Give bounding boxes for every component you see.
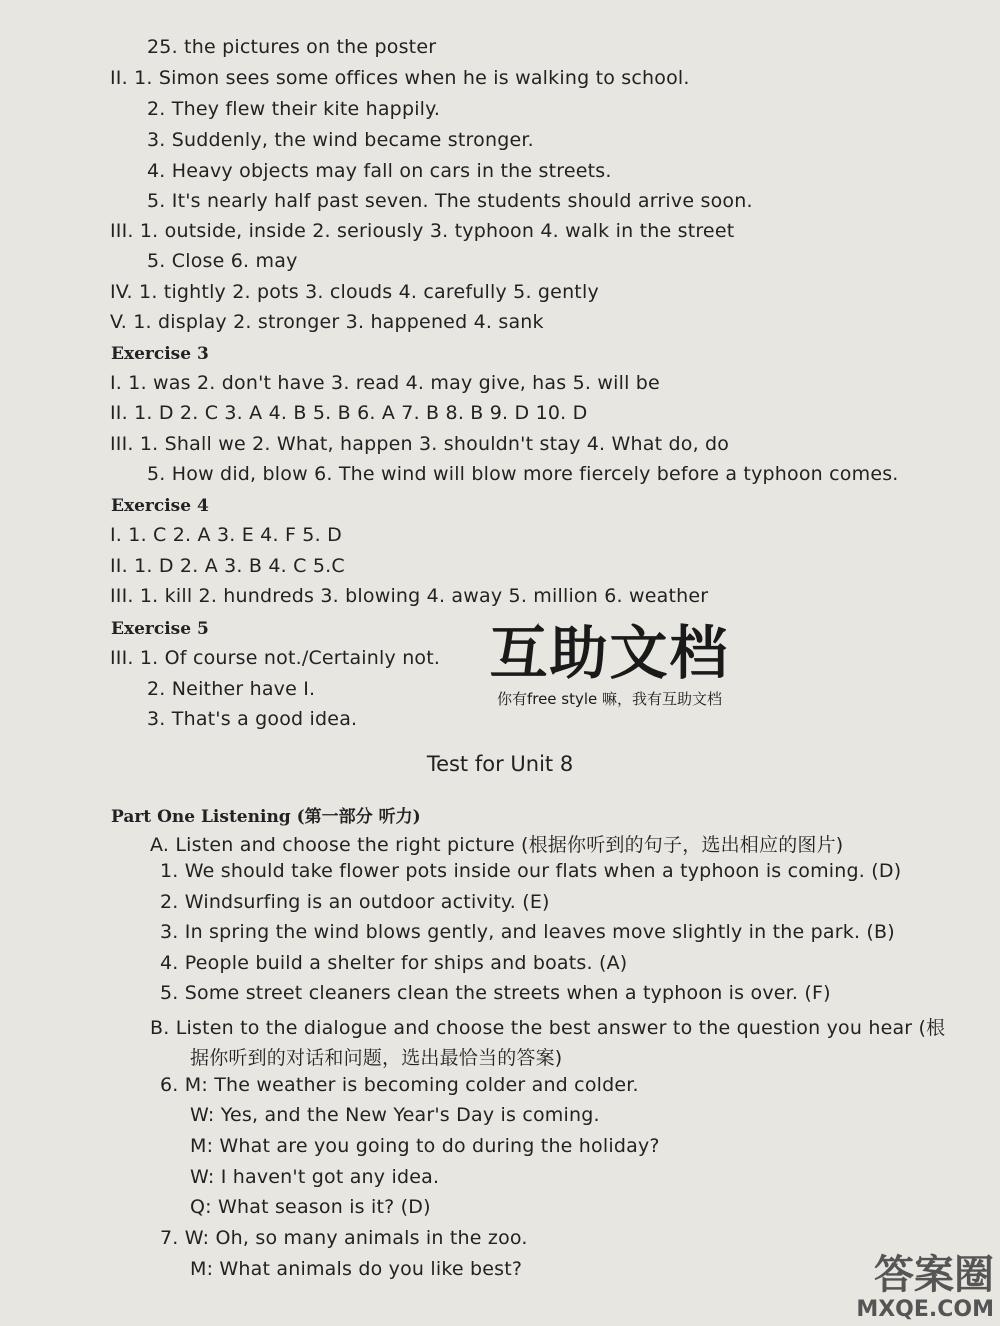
answer-line: II. 1. Simon sees some offices when he is walking to school. [110,67,690,89]
answer-line: 7. W: Oh, so many animals in the zoo. [160,1227,528,1249]
test-title: Test for Unit 8 [426,752,574,776]
section-heading: Exercise 3 [111,344,209,364]
answer-line: 2. They flew their kite happily. [147,98,441,120]
answer-line: A. Listen and choose the right picture (根据你听到的句子，选出相应的图片) [150,834,844,856]
answer-line: II. 1. D 2. C 3. A 4. B 5. B 6. A 7. B 8. B 9. D 10. D [110,402,588,424]
answer-line: IV. 1. tightly 2. pots 3. clouds 4. carefully 5. gently [110,281,599,303]
answer-line: 3. That's a good idea. [147,708,358,730]
answer-line: 3. Suddenly, the wind became stronger. [147,129,534,151]
answer-line: 5. How did, blow 6. The wind will blow more fiercely before a typhoon comes. [147,463,899,485]
answer-line: 4. People build a shelter for ships and boats. (A) [160,952,628,974]
answer-line: III. 1. outside, inside 2. seriously 3. typhoon 4. walk in the street [110,220,735,242]
answer-line: W: Yes, and the New Year's Day is coming. [190,1104,600,1126]
corner-watermark-sub: MXQE.COM [856,1297,994,1322]
answer-line: 6. M: The weather is becoming colder and colder. [160,1074,639,1096]
answer-line: 5. Close 6. may [147,250,298,272]
answer-line: 5. It's nearly half past seven. The students should arrive soon. [147,190,753,212]
answer-line: 5. Some street cleaners clean the streets when a typhoon is over. (F) [160,982,831,1004]
answer-line: 3. In spring the wind blows gently, and leaves move slightly in the park. (B) [160,921,895,943]
answer-line: II. 1. D 2. A 3. B 4. C 5.C [110,555,345,577]
answer-line: M: What animals do you like best? [190,1258,523,1280]
answer-line: 据你听到的对话和问题，选出最恰当的答案) [190,1047,563,1069]
watermark-sub: 你有free style 嘛，我有互助文档 [496,690,723,708]
watermark-main: 互助文档 [489,619,730,687]
answer-line: III. 1. Shall we 2. What, happen 3. shouldn't stay 4. What do, do [110,433,730,455]
answer-line: 25. the pictures on the poster [147,36,437,58]
corner-watermark [856,1253,994,1322]
answer-line: 2. Neither have I. [147,678,316,700]
answer-line: 2. Windsurfing is an outdoor activity. (E) [160,891,550,913]
answer-line: M: What are you going to do during the holiday? [190,1135,660,1157]
watermark [462,620,757,709]
section-heading: Part One Listening (第一部分 听力) [111,807,421,827]
answer-line: I. 1. C 2. A 3. E 4. F 5. D [110,524,342,546]
answer-line: 1. We should take flower pots inside our flats when a typhoon is coming. (D) [160,860,902,882]
answer-line: W: I haven't got any idea. [190,1166,440,1188]
answer-line: V. 1. display 2. stronger 3. happened 4. sank [110,311,544,333]
answer-line: Q: What season is it? (D) [190,1196,431,1218]
answer-line: III. 1. Of course not./Certainly not. [110,647,441,669]
answer-line: III. 1. kill 2. hundreds 3. blowing 4. away 5. million 6. weather [110,585,709,607]
answer-line: B. Listen to the dialogue and choose the best answer to the question you hear (根 [150,1017,946,1039]
section-heading: Exercise 4 [111,496,209,516]
answer-line: 4. Heavy objects may fall on cars in the streets. [147,160,612,182]
section-heading: Exercise 5 [111,619,209,639]
corner-watermark-main: 答案圈 [874,1252,994,1298]
answer-line: I. 1. was 2. don't have 3. read 4. may give, has 5. will be [110,372,660,394]
